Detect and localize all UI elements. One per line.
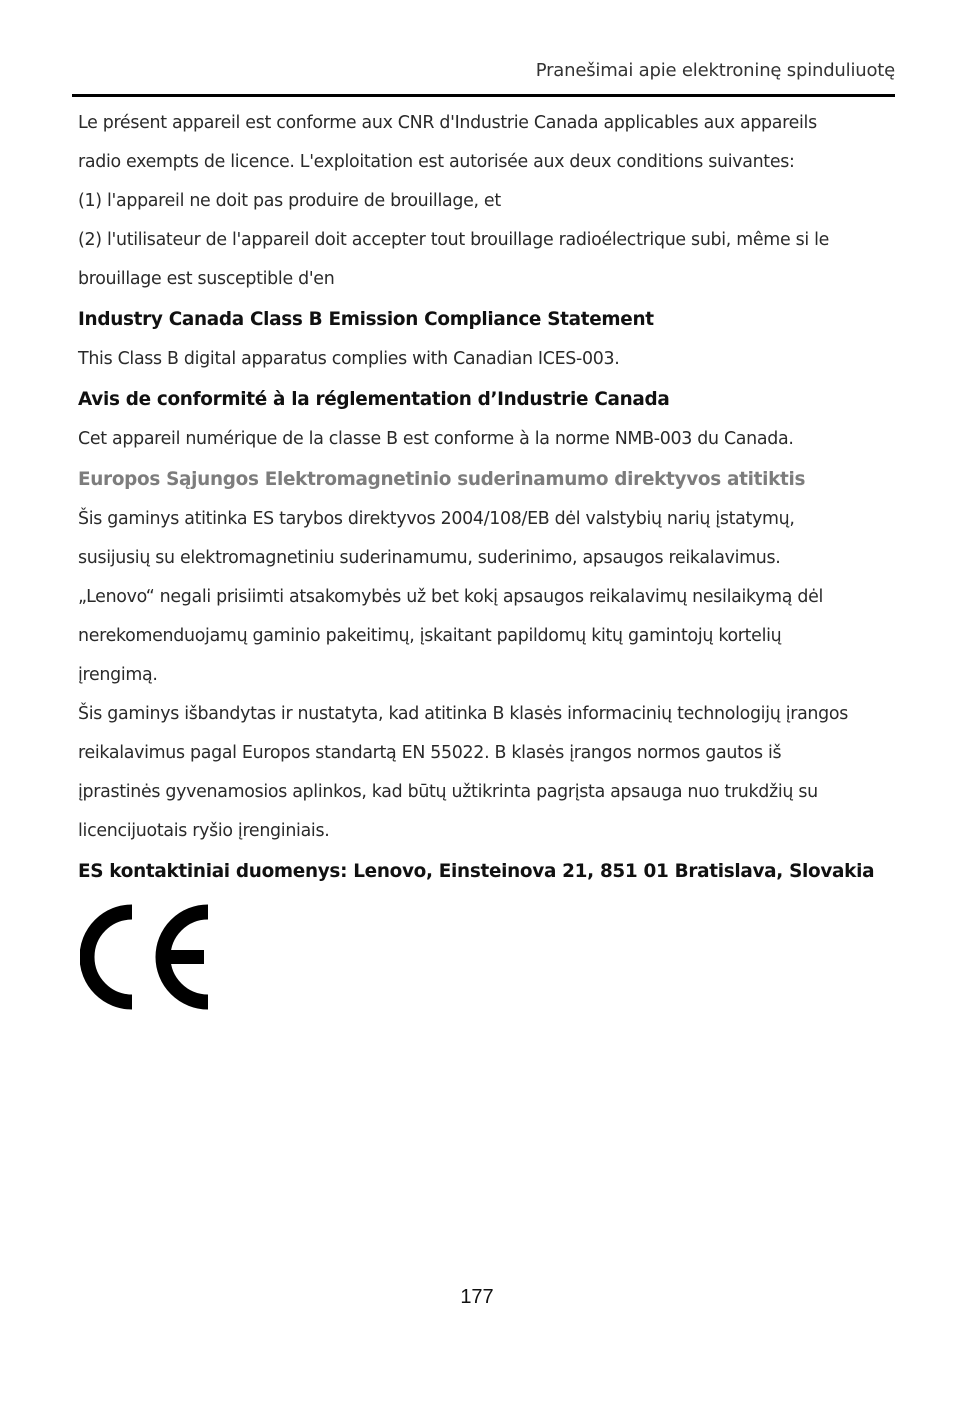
eu-emc-heading: Europos Sąjungos Elektromagnetinio suderinamumo direktyvos atitiktis	[78, 469, 806, 490]
ic-class-b-text: This Class B digital apparatus complies with Canadian ICES-003.	[78, 349, 620, 369]
eu-emc-line-2: susijusių su elektromagnetiniu suderinamumu, suderinimo, apsaugos reikalavimus.	[78, 548, 781, 568]
page-number: 177	[460, 1286, 494, 1308]
eu-emc-line-3: „Lenovo“ negali prisiimti atsakomybės už bet kokį apsaugos reikalavimų nesilaikymą dėl	[78, 587, 824, 607]
eu-emc-line-9: licencijuotais ryšio įrenginiais.	[78, 821, 330, 841]
eu-emc-line-6: Šis gaminys išbandytas ir nustatyta, kad atitinka B klasės informacinių technologijų įrangos	[78, 704, 848, 724]
eu-emc-line-5: įrengimą.	[78, 665, 158, 685]
ce-mark-icon	[80, 904, 212, 1010]
avis-conformite-text: Cet appareil numérique de la classe B est conforme à la norme NMB-003 du Canada.	[78, 429, 794, 449]
ic-french-line-1: Le présent appareil est conforme aux CNR d'Industrie Canada applicables aux appareils	[78, 113, 817, 133]
avis-conformite-heading: Avis de conformité à la réglementation d’Industrie Canada	[78, 389, 670, 410]
ic-french-line-4: (2) l'utilisateur de l'appareil doit accepter tout brouillage radioélectrique subi, même si le	[78, 230, 830, 250]
eu-emc-line-7: reikalavimus pagal Europos standartą EN 55022. B klasės įrangos normos gautos iš	[78, 743, 782, 763]
running-header: Pranešimai apie elektroninę spinduliuotę	[535, 60, 895, 81]
eu-emc-line-8: įprastinės gyvenamosios aplinkos, kad būtų užtikrinta pagrįsta apsauga nuo trukdžių su	[78, 782, 818, 802]
ic-french-line-3: (1) l'appareil ne doit pas produire de brouillage, et	[78, 191, 501, 211]
eu-emc-line-4: nerekomenduojamų gaminio pakeitimų, įskaitant papildomų kitų gamintojų kortelių	[78, 626, 782, 646]
page-body	[78, 104, 898, 892]
ic-french-line-5: brouillage est susceptible d'en	[78, 269, 335, 289]
eu-emc-line-1: Šis gaminys atitinka ES tarybos direktyvos 2004/108/EB dėl valstybių narių įstatymų,	[78, 509, 795, 529]
header-rule	[72, 94, 895, 97]
ic-class-b-heading: Industry Canada Class B Emission Compliance Statement	[78, 309, 654, 330]
ic-french-line-2: radio exempts de licence. L'exploitation est autorisée aux deux conditions suivantes:	[78, 152, 795, 172]
eu-contact-heading: ES kontaktiniai duomenys: Lenovo, Einsteinova 21, 851 01 Bratislava, Slovakia	[78, 861, 875, 882]
